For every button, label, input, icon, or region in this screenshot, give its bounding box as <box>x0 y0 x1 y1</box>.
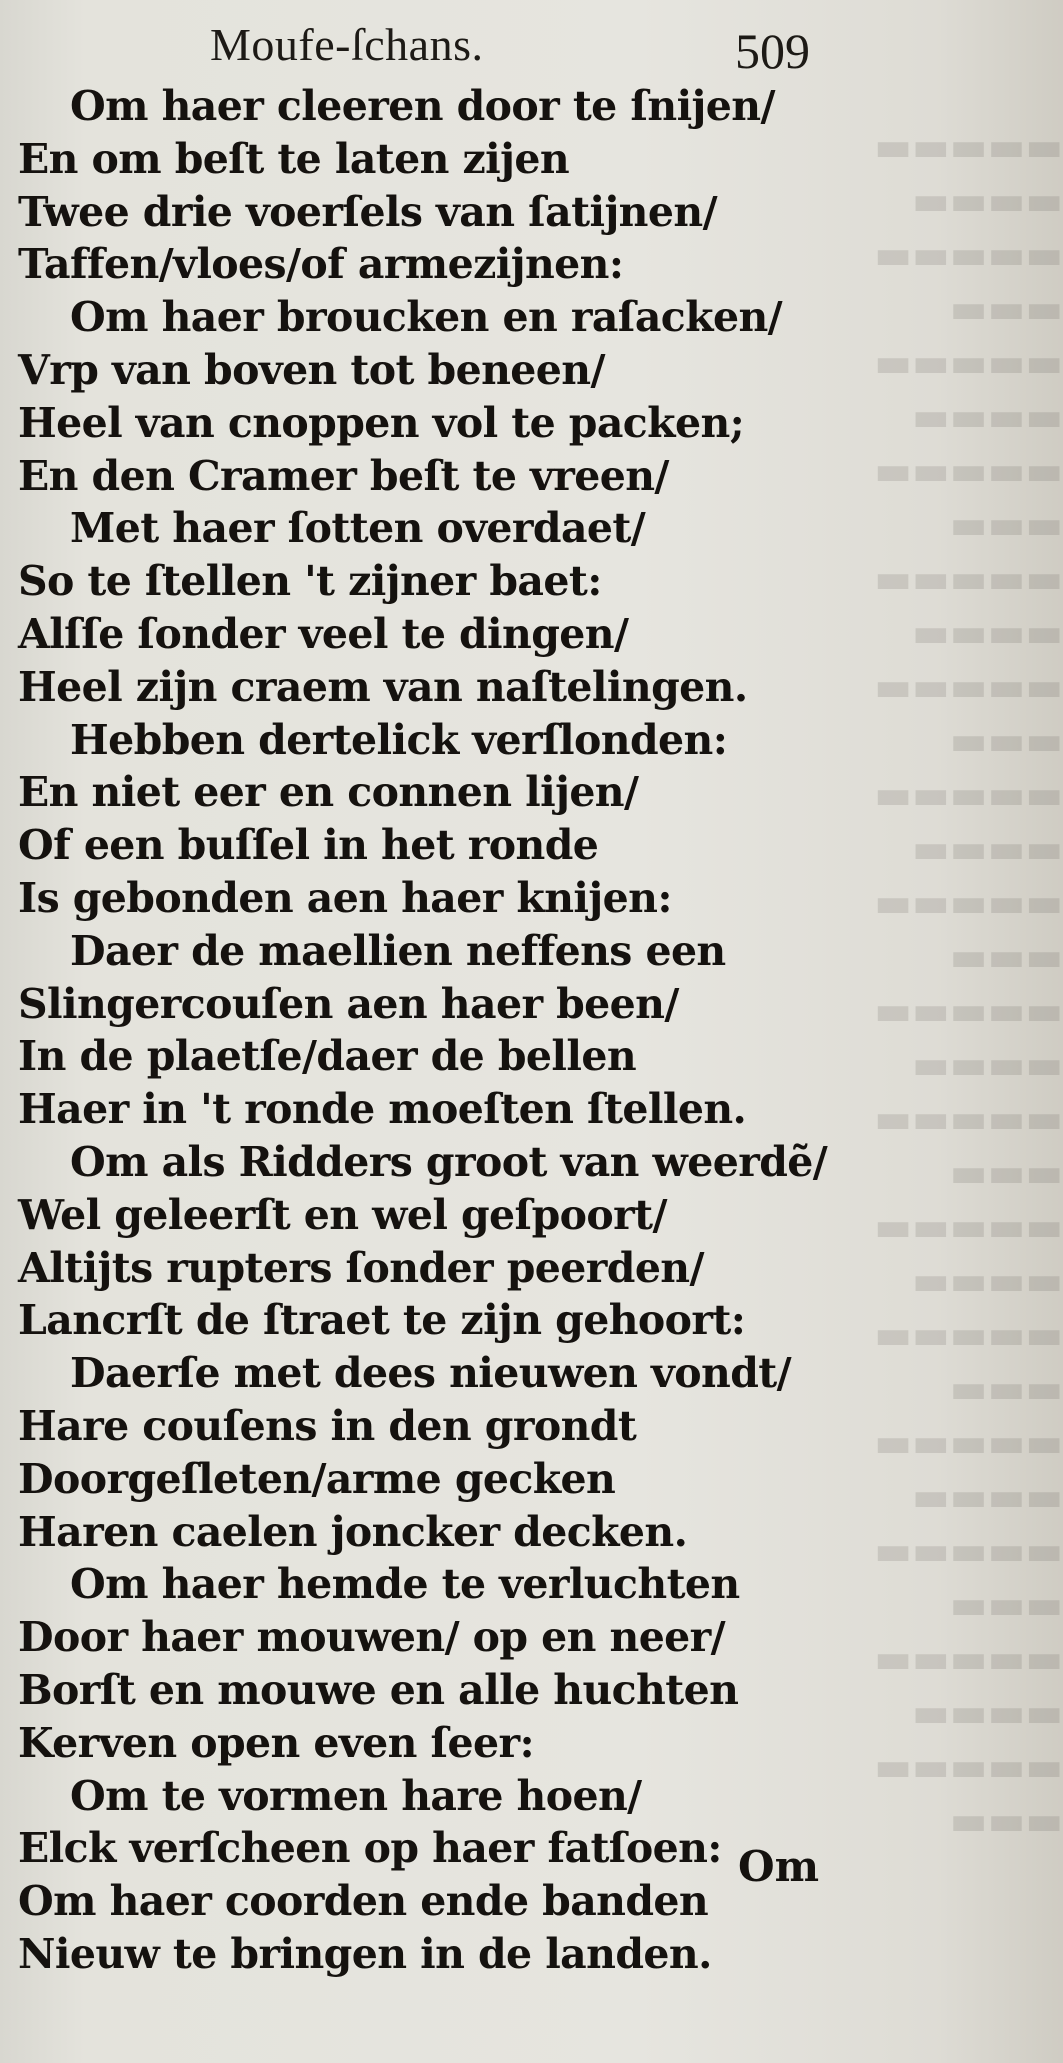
poem-line: Heel van cnoppen vol te packen; <box>18 398 745 447</box>
poem-line: Twee drie voerſels van ſatijnen/ <box>18 187 717 236</box>
poem-line: Daer de maellien neffens een <box>70 926 726 975</box>
poem-line: Haren caelen joncker decken. <box>18 1507 688 1556</box>
poem-line: Om haer cleeren door te ſnijen/ <box>70 82 775 130</box>
poem-line: Vrp van boven tot beneen/ <box>18 345 605 394</box>
page-header <box>0 8 1063 78</box>
poem-line: Heel zijn craem van naſtelingen. <box>18 662 748 711</box>
poem-line: So te ſtellen 't zijner baet: <box>18 557 602 606</box>
poem-line: Om als Ridders groot van weerdẽ/ <box>70 1137 828 1186</box>
poem-line: Taffen/vloes/of armezijnen: <box>18 240 624 289</box>
poem-line: Elck verſcheen op haer fatſoen: <box>18 1824 722 1873</box>
poem-line: Wel geleerſt en wel geſpoort/ <box>18 1190 667 1239</box>
catchword: Om <box>738 1842 820 1891</box>
poem-line: Slingercouſen aen haer been/ <box>18 979 679 1028</box>
poem-line: En den Cramer beſt te vreen/ <box>18 451 669 500</box>
poem-line: Lancrſt de ſtraet te zijn gehoort: <box>18 1296 746 1345</box>
poem-line: Kerven open even ſeer: <box>18 1718 535 1767</box>
poem-line: Haer in 't ronde moeſten ſtellen. <box>18 1085 747 1134</box>
page-number: 509 <box>735 23 810 79</box>
poem-line: Om te vormen hare hoen/ <box>70 1771 642 1820</box>
poem-line: Daerſe met dees nieuwen vondt/ <box>70 1349 791 1398</box>
bleed-through-shadow: ▬▬▬▬▬ ▬▬▬▬ ▬▬▬▬▬ ▬▬▬ ▬▬▬▬▬ ▬▬▬▬ ▬▬▬▬▬ ▬▬▬ ▬▬▬▬▬ ▬▬▬▬ ▬▬▬▬▬ ▬▬▬ ▬▬▬▬▬ ▬▬▬▬ ▬▬▬▬▬ ▬▬▬ ▬▬▬▬▬ ▬▬▬▬ ▬▬▬▬▬ ▬▬▬ ▬▬▬▬▬ ▬▬▬▬ ▬▬▬▬▬ ▬▬▬ ▬▬▬▬▬ ▬▬▬▬ ▬▬▬▬▬ ▬▬▬ ▬▬▬▬▬ ▬▬▬▬ ▬▬▬▬▬ ▬▬▬ <box>874 123 1063 1844</box>
poem-line: Borſt en mouwe en alle huchten <box>18 1665 739 1714</box>
poem-line: Alſſe ſonder veel te dingen/ <box>18 609 629 658</box>
poem-line: Om haer coorden ende banden <box>18 1877 709 1926</box>
poem-line: Is gebonden aen haer knijen: <box>18 873 672 922</box>
poem-line: Met haer ſotten overdaet/ <box>70 504 646 553</box>
poem-line: Nieuw te bringen in de landen. <box>18 1929 712 1978</box>
poem-line: Hebben dertelick verſlonden: <box>70 715 728 764</box>
poem-line: In de plaetſe/daer de bellen <box>18 1032 637 1081</box>
poem-line: Om haer hemde te verluchten <box>70 1560 740 1609</box>
poem-body <box>18 80 848 1981</box>
poem-line: Altijts rupters ſonder peerden/ <box>18 1243 704 1292</box>
running-head: Moufe-ſchans. <box>210 19 484 70</box>
poem-line: Of een buſſel in het ronde <box>18 821 599 870</box>
poem-line: En om beſt te laten zijen <box>18 134 570 183</box>
poem-line: Om haer broucken en raſacken/ <box>70 293 783 342</box>
poem-line: Door haer mouwen/ op en neer/ <box>18 1613 726 1662</box>
poem-line: En niet eer en connen lijen/ <box>18 768 639 817</box>
poem-line: Doorgeſleten/arme gecken <box>18 1454 616 1503</box>
poem-line: Hare couſens in den grondt <box>18 1401 637 1450</box>
